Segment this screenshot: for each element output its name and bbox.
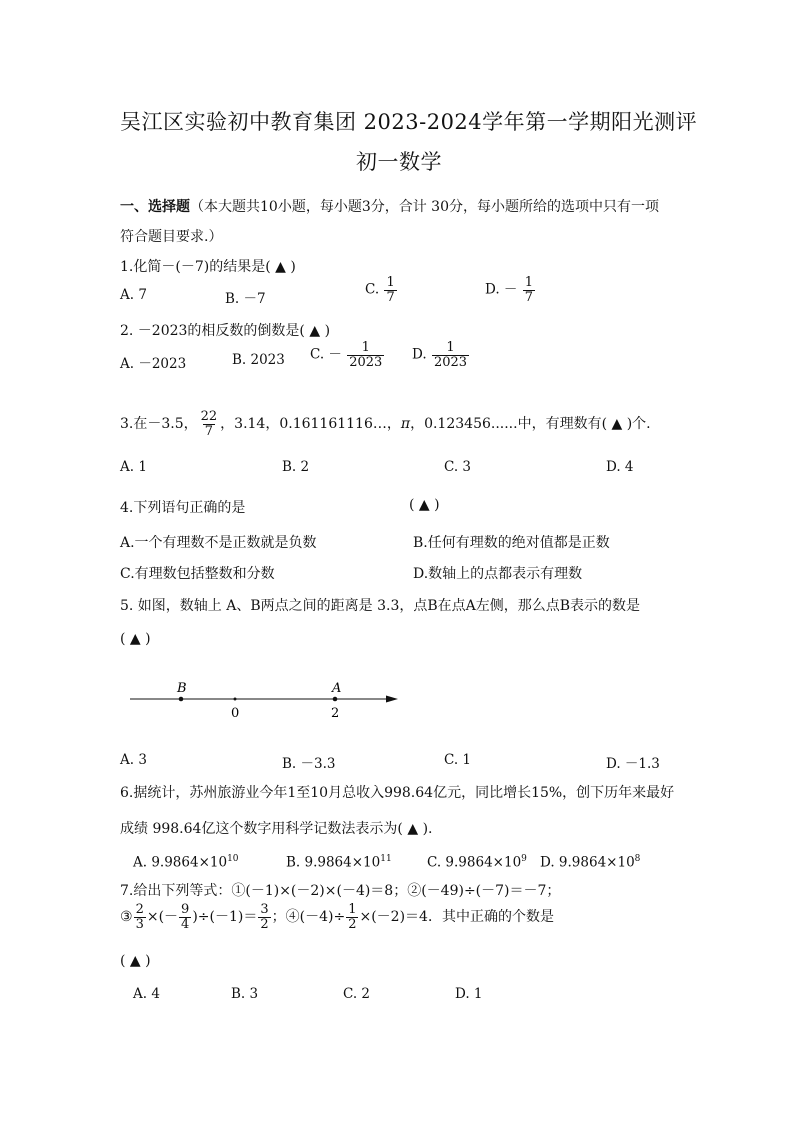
q6-option-b [286, 854, 392, 871]
q7-item3-mid2: )÷(－1)＝ [192, 909, 258, 926]
numerator: 1 [361, 340, 370, 355]
q1-option-d-fraction [523, 276, 535, 304]
q1-option-c-label: C. [365, 281, 380, 298]
q2-option-b: B. 2023 [232, 352, 285, 368]
page-title: 吴江区实验初中教育集团 2023-2024学年第一学期阳光测评 [120, 110, 698, 134]
q6-option-d-base: D. 9.9864×10 [540, 854, 635, 871]
q5-option-c: C. 1 [444, 752, 472, 768]
q5-option-b: B. －3.3 [282, 756, 336, 772]
q7-item4-pre: ；④(－4)÷ [271, 909, 346, 926]
numerator: 1 [386, 275, 395, 290]
q4-option-a: A.一个有理数不是正数就是负数 [120, 535, 317, 551]
q6-option-b-base: B. 9.9864×10 [286, 854, 381, 871]
denominator: 7 [204, 423, 214, 439]
q7-fraction-2 [179, 903, 191, 931]
q1-stem: 1.化简－(－7)的结果是( ▲ ) [120, 259, 296, 275]
q7-item4-post: ×(－2)＝4．其中正确的个数是 [359, 909, 554, 926]
tick-label-0: 0 [231, 706, 240, 721]
q3-stem [120, 410, 651, 438]
denominator: 4 [181, 916, 190, 932]
q5-stem: 5. 如图，数轴上 A、B两点之间的距离是 3.3，点B在点A左侧，那么点B表示的数是 [120, 598, 641, 614]
q7-fraction-3 [258, 903, 270, 931]
q4-stem: 4.下列语句正确的是 [120, 500, 246, 516]
q2-option-d-fraction [432, 341, 469, 369]
q2-option-c [310, 341, 385, 369]
q5-option-d: D. －1.3 [606, 756, 660, 772]
numerator: 9 [181, 902, 190, 917]
q1-option-c-fraction [384, 276, 396, 304]
q6-option-a-base: A. 9.9864×10 [133, 854, 228, 871]
q1-option-c [365, 276, 398, 304]
q5-option-a: A. 3 [120, 752, 147, 768]
q7-answer-mark: ( ▲ ) [120, 953, 151, 969]
q5-answer-mark: ( ▲ ) [120, 631, 151, 647]
q3-option-c: C. 3 [444, 459, 472, 475]
q6-option-c-exponent: 9 [521, 854, 527, 864]
q6-option-c [427, 854, 527, 871]
q3-stem-post: ，0.123456......中，有理数有( ▲ )个. [410, 416, 651, 433]
q3-stem-mid: ，3.14，0.161161116…， [220, 416, 401, 433]
q1-option-a: A. 7 [120, 287, 147, 303]
q2-option-c-label: C. － [310, 346, 342, 363]
q6-option-a-exponent: 10 [227, 854, 239, 864]
q6-option-c-base: C. 9.9864×10 [427, 854, 522, 871]
point-b-label: B [177, 681, 187, 696]
point-a-label: A [332, 681, 342, 696]
q3-option-b: B. 2 [282, 459, 310, 475]
q7-fraction-1 [134, 903, 146, 931]
q7-option-c: C. 2 [343, 986, 371, 1002]
q3-stem-pre: 3.在－3.5， [120, 416, 198, 433]
q2-option-a: A. －2023 [120, 356, 187, 372]
q7-option-a: A. 4 [133, 986, 160, 1002]
q6-option-b-exponent: 11 [380, 854, 392, 864]
numerator: 1 [348, 902, 357, 917]
q4-option-d: D.数轴上的点都表示有理数 [413, 566, 583, 582]
q7-stem-line1: 7.给出下列等式：①(－1)×(－2)×(－4)＝8；②(－49)÷(－7)＝－7； [120, 883, 561, 899]
q3-fraction [199, 410, 220, 438]
denominator: 2 [348, 916, 357, 932]
numerator: 1 [446, 340, 455, 355]
q4-option-b: B.任何有理数的绝对值都是正数 [413, 535, 610, 551]
q7-option-d: D. 1 [455, 986, 483, 1002]
numerator: 22 [200, 409, 218, 424]
q6-option-d [540, 854, 640, 871]
q3-option-d: D. 4 [606, 459, 634, 475]
q6-option-a [133, 854, 239, 871]
q7-item3-label: ③ [120, 909, 133, 926]
q1-option-d-label: D. － [485, 281, 518, 298]
q7-option-b: B. 3 [231, 986, 259, 1002]
q3-pi: π [400, 416, 411, 433]
q6-stem-line1: 6.据统计，苏州旅游业今年1至10月总收入998.64亿元，同比增长15%，创下历年来最好 [120, 785, 675, 801]
section-desc: （本大题共10小题，每小题3分，合计 30分，每小题所给的选项中只有一项 [190, 199, 659, 215]
point-b-marker [179, 697, 184, 702]
q4-option-c: C.有理数包括整数和分数 [120, 566, 275, 582]
q7-item3-mid1: ×(－ [146, 909, 179, 926]
section-desc-2: 符合题目要求.） [120, 229, 223, 245]
page-subtitle: 初一数学 [356, 150, 442, 174]
q3-option-a: A. 1 [120, 459, 147, 475]
q4-answer-mark: ( ▲ ) [409, 497, 440, 513]
point-a-marker [333, 697, 338, 702]
numerator: 3 [260, 902, 269, 917]
section-intro [120, 196, 659, 216]
denominator: 7 [386, 289, 395, 305]
number-line-figure [120, 676, 410, 726]
denominator: 2 [260, 916, 269, 932]
q6-option-d-exponent: 8 [634, 854, 641, 864]
q7-fraction-4 [346, 903, 358, 931]
q2-option-d-label: D. [412, 346, 427, 363]
denominator: 2023 [349, 354, 383, 370]
q2-option-c-fraction [347, 341, 384, 369]
section-heading: 一、选择题 [120, 199, 190, 215]
q7-stem-line2 [120, 903, 554, 931]
tick-label-2: 2 [331, 706, 340, 721]
denominator: 2023 [433, 354, 468, 370]
q2-option-d [412, 341, 470, 369]
q1-option-d [485, 276, 536, 304]
axis-arrow-icon [386, 696, 398, 703]
numerator: 1 [524, 275, 534, 290]
denominator: 7 [524, 289, 534, 305]
origin-marker [234, 698, 237, 701]
denominator: 3 [135, 916, 144, 932]
q2-stem: 2. －2023的相反数的倒数是( ▲ ) [120, 323, 331, 339]
q1-option-b: B. －7 [225, 291, 266, 307]
numerator: 2 [135, 902, 144, 917]
q6-stem-line2: 成绩 998.64亿这个数字用科学记数法表示为( ▲ ). [120, 821, 433, 837]
